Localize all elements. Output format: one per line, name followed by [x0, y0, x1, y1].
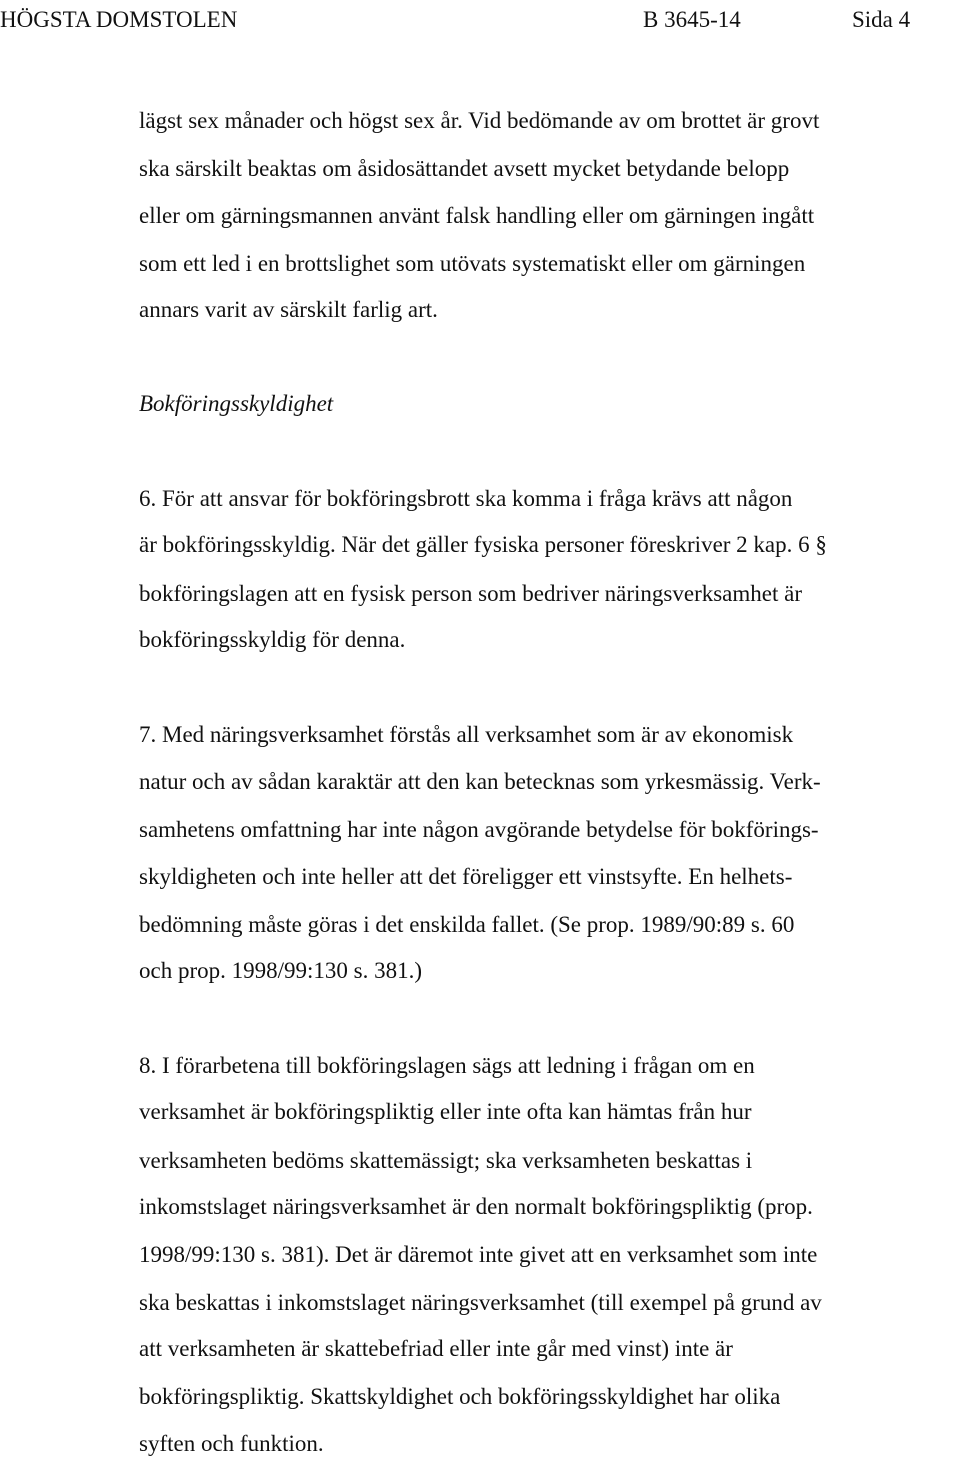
paragraph-8-line: inkomstslaget näringsverksamhet är den normalt bokföringspliktig (prop.: [139, 1194, 813, 1219]
section-heading: Bokföringsskyldighet: [139, 391, 334, 416]
paragraph-8-line: syften och funktion.: [139, 1431, 324, 1456]
intro-line: som ett led i en brottslighet som utövats systematiskt eller om gärningen: [139, 251, 806, 276]
paragraph-8-line: ska beskattas i inkomstslaget näringsverksamhet (till exempel på grund av: [139, 1290, 822, 1315]
page-header: [0, 2, 960, 38]
paragraph-8-line: 1998/99:130 s. 381). Det är däremot inte givet att en verksamhet som inte: [139, 1242, 818, 1267]
court-name: HÖGSTA DOMSTOLEN: [0, 7, 238, 32]
paragraph-8-line: verksamhet är bokföringspliktig eller inte ofta kan hämtas från hur: [139, 1099, 752, 1124]
intro-line: ska särskilt beaktas om åsidosättandet avsett mycket betydande belopp: [139, 156, 790, 181]
paragraph-7-line: och prop. 1998/99:130 s. 381.): [139, 958, 423, 983]
paragraph-8-line: verksamheten bedöms skattemässigt; ska verksamheten beskattas i: [139, 1148, 753, 1173]
paragraph-7-line: samhetens omfattning har inte någon avgörande betydelse för bokförings-: [139, 817, 819, 842]
paragraph-8-line: bokföringspliktig. Skattskyldighet och bokföringsskyldighet har olika: [139, 1384, 781, 1409]
paragraph-7-line: 7. Med näringsverksamhet förstås all verksamhet som är av ekonomisk: [139, 722, 794, 747]
intro-line: annars varit av särskilt farlig art.: [139, 297, 438, 322]
paragraph-6-line: bokföringsskyldig för denna.: [139, 627, 406, 652]
page-number: Sida 4: [852, 7, 911, 32]
case-number: B 3645-14: [643, 7, 741, 32]
paragraph-7-line: skyldigheten och inte heller att det föreligger ett vinstsyfte. En helhets-: [139, 864, 793, 889]
paragraph-6-line: 6. För att ansvar för bokföringsbrott ska komma i fråga krävs att någon: [139, 486, 793, 511]
paragraph-8-line: att verksamheten är skattebefriad eller inte går med vinst) inte är: [139, 1336, 733, 1361]
paragraph-6-line: är bokföringsskyldig. När det gäller fysiska personer föreskriver 2 kap. 6 §: [139, 532, 827, 557]
paragraph-6-line: bokföringslagen att en fysisk person som bedriver näringsverksamhet är: [139, 581, 802, 606]
intro-line: eller om gärningsmannen använt falsk handling eller om gärningen ingått: [139, 203, 815, 228]
paragraph-7-line: bedömning måste göras i det enskilda fallet. (Se prop. 1989/90:89 s. 60: [139, 912, 795, 937]
paragraph-7-line: natur och av sådan karaktär att den kan betecknas som yrkesmässig. Verk-: [139, 769, 821, 794]
paragraph-8-line: 8. I förarbetena till bokföringslagen sägs att ledning i frågan om en: [139, 1053, 755, 1078]
intro-line: lägst sex månader och högst sex år. Vid bedömande av om brottet är grovt: [139, 108, 820, 133]
